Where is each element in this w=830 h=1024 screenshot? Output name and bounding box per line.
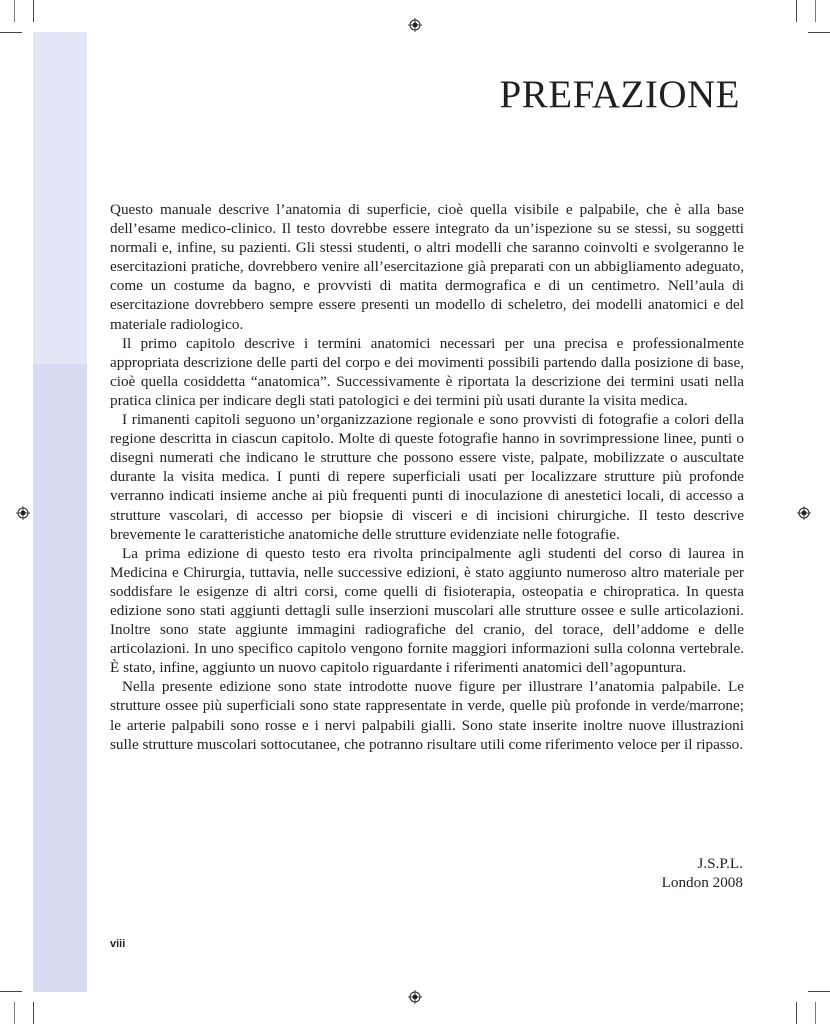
page-title: PREFAZIONE bbox=[499, 73, 740, 116]
registration-crosshair-icon bbox=[408, 990, 422, 1004]
registration-crosshair-icon bbox=[16, 506, 30, 520]
paragraph-3: I rimanenti capitoli seguono un’organizzazione regionale e sono provvisti di fotografie a colori della regione descritta in ciascun capitolo. Molte di queste fotografie hanno in sovrimpressione linee, punti o disegni numerati che indicano le strutture che possono essere viste, palpate, mobilizzate o auscultate durante la visita medica. I punti di repere superficiali usati per localizzare strutture più profonde verranno indicati insieme anche ai più frequenti punti di inoculazione di anestetici locali, di accesso a strutture vascolari, di accesso per biopsie di visceri e di incisioni chirurgiche. Il testo descrive brevemente le caratteristiche anatomiche delle strutture evidenziate nelle fotografie. bbox=[110, 411, 744, 543]
registration-crosshair-icon bbox=[797, 506, 811, 520]
body-text bbox=[110, 200, 744, 754]
paragraph-2: Il primo capitolo descrive i termini anatomici necessari per una precisa e professionalmente appropriata descrizione delle parti del corpo e dei movimenti possibili partendo dalla posizione di base, cioè quella cosiddetta “anatomica”. Successivamente è riportata la descrizione dei termini usati nella pratica clinica per indicare degli stati patologici e dei termini più usati durante la visita medica. bbox=[110, 334, 744, 409]
crop-mark-br-h bbox=[808, 991, 830, 992]
crop-mark-tr-h bbox=[808, 32, 830, 33]
signature bbox=[662, 854, 743, 892]
sidebar-band-light bbox=[33, 32, 87, 364]
crop-mark-br-v2 bbox=[815, 1002, 816, 1024]
signature-place-date: London 2008 bbox=[661, 874, 743, 892]
crop-mark-tr-v bbox=[796, 0, 797, 22]
signature-initials: J.S.P.L. bbox=[697, 855, 743, 872]
crop-mark-bl-v bbox=[33, 1002, 34, 1024]
crop-mark-tl-v2 bbox=[14, 0, 15, 22]
registration-crosshair-icon bbox=[408, 18, 422, 32]
crop-mark-bl-h bbox=[0, 991, 22, 992]
paragraph-4: La prima edizione di questo testo era rivolta principalmente agli studenti del corso di laurea in Medicina e Chirurgia, tuttavia, nelle successive edizioni, è stato aggiunto numeroso altro materiale per soddisfare le esigenze di altri corsi, come quelli di fisioterapia, osteopatia e chiropratica. In questa edizione sono stati aggiunti dettagli sulle inserzioni muscolari alle strutture ossee e sulle articolazioni. Inoltre sono state aggiunte immagini radiografiche del cranio, del torace, dell’addome e delle articolazioni. In uno specifico capitolo vengono fornite maggiori informazioni sulla colonna vertebrale. È stato, infine, aggiunto un nuovo capitolo riguardante i riferimenti anatomici dell’agopuntura. bbox=[110, 544, 744, 677]
crop-mark-bl-v2 bbox=[14, 1002, 15, 1024]
crop-mark-tl-v bbox=[33, 0, 34, 22]
sidebar-band-dark bbox=[33, 364, 87, 992]
paragraph-1: Questo manuale descrive l’anatomia di superficie, cioè quella visibile e palpabile, che è alla base dell’esame medico-clinico. Il testo dovrebbe essere integrato da un’ispezione su se stessi, su soggetti normali e, infine, su pazienti. Gli stessi studenti, o altri modelli che saranno coinvolti e svolgeranno le esercitazioni pratiche, dovrebbero venire all’esercitazione già preparati con un abbigliamento adeguato, come un costume da bagno, e provvisti di matita dermografica e di un centimetro. Nell’aula di esercitazione dovrebbero sempre essere presenti un modello di scheletro, dei modelli anatomici e del materiale radiologico. bbox=[110, 201, 744, 333]
crop-mark-tl-h bbox=[0, 32, 22, 33]
paragraph-5: Nella presente edizione sono state introdotte nuove figure per illustrare l’anatomia palpabile. Le strutture ossee più superficiali sono state rappresentate in verde, quelle più profonde in verde/marrone; le arterie palpabili sono rosse e i nervi palpabili gialli. Sono state inserite inoltre nuove illustrazioni sulle strutture muscolari sottocutanee, che potranno risultare utili come riferimento veloce per il ripasso. bbox=[110, 678, 744, 753]
crop-mark-br-v bbox=[796, 1002, 797, 1024]
page-number: viii bbox=[110, 938, 126, 950]
crop-mark-tr-v2 bbox=[815, 0, 816, 22]
